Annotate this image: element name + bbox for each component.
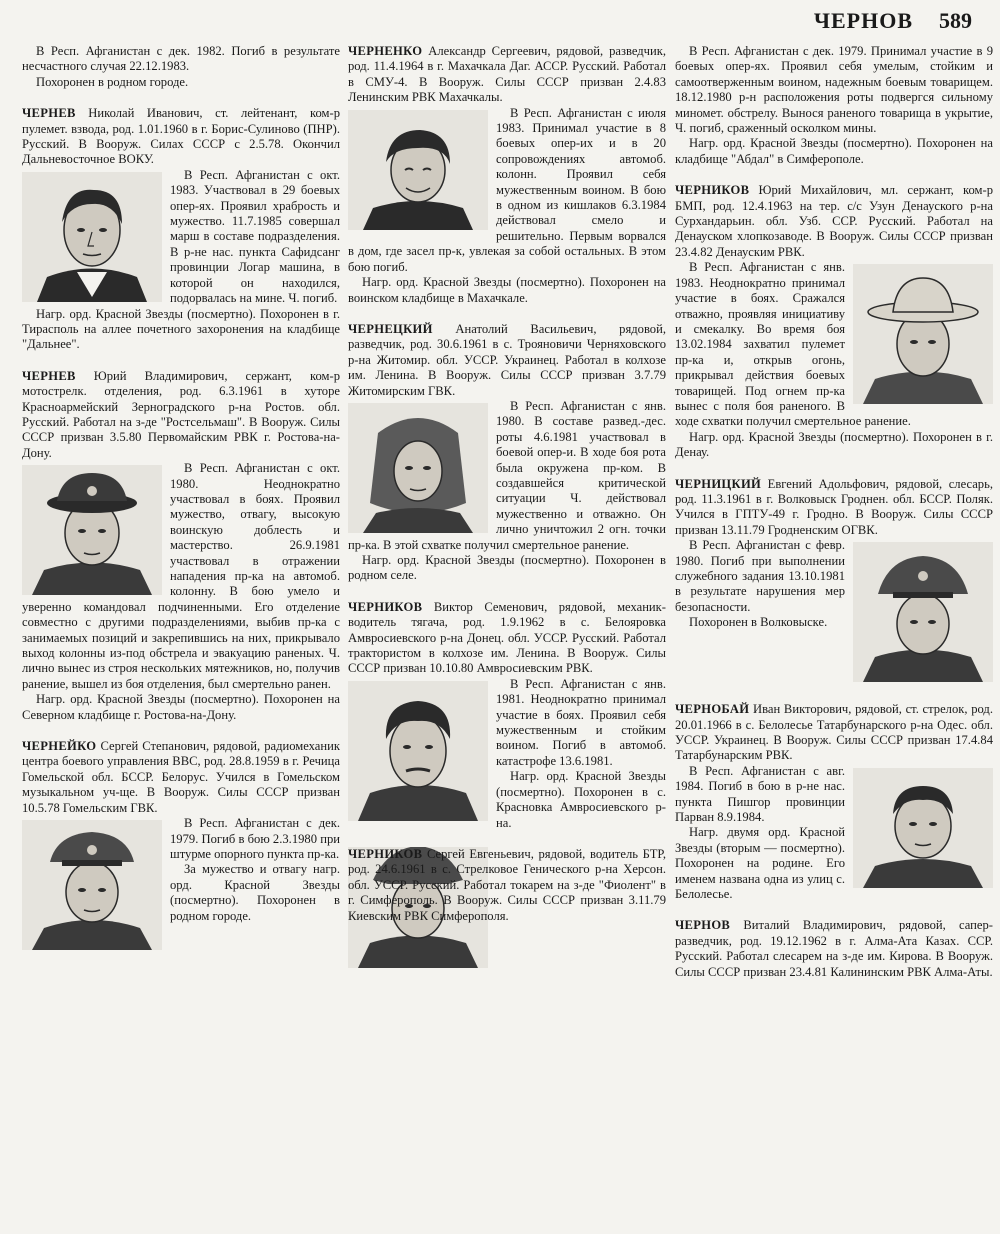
entry-paragraph: Нагр. орд. Красной Звезды (посмертно). Похоронен в с. Красновка Амвросиевского р-на. [496, 769, 666, 830]
entry-heading [22, 739, 340, 816]
entry-bio: Виталий Владимирович, рядовой, сапер-разведчик, род. 19.12.1962 в г. Алма-Ата Казах. ССР. Русский. Работал слесарем на з-де им. Кирова. В Вооруж. Силы СССР призван 23.4.81 Калининским РВК Алма-Аты. [675, 918, 993, 979]
entry-paragraph: В Респ. Афганистан с дек. 1979. Погиб в бою 2.3.1980 при штурме опорного пункта пр-ка. [170, 816, 340, 861]
running-head-surname: ЧЕРНОВ [813, 8, 913, 33]
entry-surname: ЧЕРНОБАЙ [675, 702, 750, 717]
entry-paragraph: В Респ. Афганистан с окт. 1980. Неоднократно участвовал в боях. Проявил мужество, отвагу, высокую воинскую доблесть и мастерство. 26.9.1981 участвовал в отражении нападения пр-ка на автомоб. колонну. В бою умело и уверенно командовал подчиненными. Его отделение совместно с другими подразделениями, выбив пр-ка с занимаемых позиций и закрепившись на них, прикрывало выход колонны из-под обстрела и эвакуацию раненых. Ч. лично вынес из строя нескольких мятежников, но, получив ранение, вышел из боя отделения, был смертельно ранен. [22, 461, 340, 691]
entry-bio: Сергей Евгеньевич, рядовой, водитель БТР, род. 24.6.1961 в с. Стрелковое Генического р-на Херсон. обл. УССР. Русский. Работал токарем на з-де "Фиолент" в г. Симферополь. В Вооруж. Силы СССР призван 3.11.79 Киевским РВК Симферополя. [348, 846, 666, 923]
column-3 [675, 44, 993, 1226]
portrait-photo [853, 768, 993, 888]
entry-chernikov-sergei [348, 847, 666, 972]
portrait-drawing [853, 768, 993, 888]
entry-paragraph: Нагр. орд. Красной Звезды (посмертно). Похоронен на воинском кладбище в Махачкале. [348, 275, 666, 305]
entry-surname: ЧЕРНИКОВ [348, 599, 423, 614]
entry-continued [22, 44, 340, 90]
page-header [28, 8, 972, 38]
entry-surname: ЧЕРНЕВ [22, 368, 76, 383]
portrait-drawing [853, 542, 993, 682]
entry-surname: ЧЕРНИЦКИЙ [675, 476, 762, 491]
entry-paragraph: Нагр. орд. Красной Звезды (посмертно). Похоронен в родном селе. [348, 553, 666, 583]
entry-bio: Юрий Михайлович, мл. сержант, ком-р БМП, род. 12.4.1963 на тер. с/с Узун Денауского р-на Сурхандарьин. обл. Узб. ССР. Русский. Работал на Денауском хлопкозаводе. В Вооруж. Силы СССР призван 23.4.82 Денауским РВК. [675, 183, 993, 259]
entry-paragraph: В Респ. Афганистан с янв. 1983. Неоднократно принимал участие в боях. Сражался отважно, проявляя инициативу и смекалку. Во время боя 13.02.1984 захватил пулемет пр-ка и, открыв огонь, прикрывал действия боевых товарищей. Под огнем пр-ка вынес с поля боя раненого. В ходе схватки получил смертельное ранение. [675, 260, 911, 429]
portrait-photo [22, 465, 162, 595]
entry-paragraph: В Респ. Афганистан с дек. 1982. Погиб в результате несчастного случая 22.12.1983. [22, 44, 340, 74]
entry-heading [675, 702, 993, 764]
portrait-photo [853, 542, 993, 682]
entry-chernikov-yuri [675, 183, 993, 460]
entry-bio: Николай Иванович, ст. лейтенант, ком-р пулемет. взвода, род. 1.01.1960 в г. Борис-Сулиново (ПНР). Русский. В Вооруж. Силах СССР с 2.5.78. Окончил Дальневосточное ВОКУ. [22, 106, 340, 167]
entry-paragraph: Похоронен в родном городе. [36, 74, 189, 89]
entry-heading [675, 183, 993, 260]
portrait-drawing [348, 110, 488, 230]
entry-chernobai [675, 702, 993, 902]
entry-chernov-vitaly [675, 918, 993, 980]
entry-surname: ЧЕРНИКОВ [675, 183, 750, 198]
entry-surname: ЧЕРНЕЙКО [22, 739, 97, 754]
entry-paragraph: В Респ. Афганистан с февр. 1980. Погиб при выполнении служебного задания 13.10.1981 в результате нарушения мер безопасности. [675, 538, 845, 614]
portrait-drawing [348, 403, 488, 533]
entry-surname: ЧЕРНЕЦКИЙ [348, 321, 433, 336]
entry-paragraph: В Респ. Афганистан с янв. 1980. В составе развед.-дес. роты 4.6.1981 участвовал в боевой опер-и. В ходе боя рота была окружена пр-ком. В создавшейся критической ситуации Ч. действовал мужественно и отважно. Он лично уничтожил 2 огн. точки пр-ка. В этой схватке получил смертельное ранение. [348, 398, 666, 552]
portrait-drawing [348, 681, 488, 821]
entry-bio: Юрий Владимирович, сержант, ком-р мотострелк. отделения, род. 6.3.1961 в хуторе Красноармейский Зерноградского р-на Ростов. обл. Русский. Работал на з-де "Ростсельмаш". В Вооруж. Силы СССР призван 3.5.80 Первомайским РВК г. Ростова-на-Дону. [22, 368, 340, 460]
entry-paragraph: Нагр. орд. Красной Звезды (посмертно). Похоронен на кладбище "Абдал" в Симферополе. [675, 136, 993, 166]
entry-paragraph: В Респ. Афганистан с дек. 1979. Принимал участие в 9 боевых опер-ях. Проявил себя умелым, стойким и самоотверженным воином, надежным боевым товарищем. 18.12.1980 р-н расположения роты подвергся сильному миномет. обстрелу. Вынося раненого товарища в укрытие, Ч. погиб, сраженный осколком мины. [675, 44, 993, 136]
portrait-drawing [22, 820, 162, 950]
entry-paragraph: Нагр. орд. Красной Звезды (посмертно). Похоронен на Северном кладбище г. Ростова-на-Дону. [22, 692, 340, 722]
entry-bio: Сергей Степанович, рядовой, радиомеханик центра боевого управления ВВС, род. 28.8.1959 в г. Речица Гомельской обл. БССР. Белорус. Учился в Гомельском музыкальном уч-ще. В Вооруж. Силы СССР призван 10.5.78 Гомельским ГВК. [22, 739, 340, 815]
portrait-photo [348, 403, 488, 533]
entry-continued [675, 44, 993, 167]
entry-heading [348, 847, 666, 924]
entry-paragraph: Нагр. орд. Красной Звезды (посмертно). Похоронен в г. Денау. [675, 429, 993, 460]
entry-paragraph: Нагр. орд. Красной Звезды (посмертно). Похоронен в г. Тирасполь на аллее почетного захоронения на кладбище "Дальнее". [22, 306, 340, 352]
portrait-photo [22, 820, 162, 950]
entry-surname: ЧЕРНЕНКО [348, 44, 423, 58]
entry-paragraph: В Респ. Афганистан с июля 1983. Принимал участие в 8 боевых опер-их и в 20 сопровождениях автомоб. колонн. Проявил себя мужественным воином. В бою в одном из кишлаков 6.3.1984 действовал смело и решительно. Первым ворвался в дом, где засел пр-к, увлекая за собой остальных. В этом бою погиб. [348, 105, 666, 274]
page-number: 589 [939, 8, 972, 33]
entry-heading [22, 106, 340, 168]
entry-bio: Александр Сергеевич, рядовой, разведчик, род. 11.4.1964 в г. Махачкала Даг. АССР. Русский. Работал в СМУ-4. В Вооруж. Силы СССР призван 2.4.83 Ленинским РВК Махачкалы. [348, 44, 666, 105]
entry-paragraph: За мужество и отвагу нагр. орд. Красной Звезды (посмертно). Похоронен в родном городе. [170, 862, 340, 923]
entry-surname: ЧЕРНОВ [675, 918, 731, 933]
entry-chernikov-viktor [348, 600, 666, 831]
entry-paragraph: В Респ. Афганистан с авг. 1984. Погиб в бою в р-не нас. пункта Пишгор провинции Парван 8.9.1984. [675, 763, 845, 825]
entry-cherneiko [22, 739, 340, 954]
portrait-photo [22, 172, 162, 302]
entry-heading [348, 44, 666, 106]
entry-chernev-nikolai [22, 106, 340, 353]
entry-heading [675, 918, 993, 980]
entry-surname: ЧЕРНЕВ [22, 106, 76, 121]
entry-paragraph: В Респ. Афганистан с окт. 1983. Участвовал в 29 боевых опер-ях. Проявил храбрость и мужество. 11.7.1985 совершал марш в составе подразделения. В р-не нас. пункта Сафидсанг провинции Логар машина, в которой он находился, подорвалась на мине. Ч. погиб. [170, 167, 340, 306]
entry-chernetsky [348, 322, 666, 584]
portrait-drawing [22, 172, 162, 302]
entry-heading [22, 369, 340, 461]
portrait-drawing [22, 465, 162, 595]
entry-heading [348, 322, 666, 399]
entry-paragraph: Похоронен в Волковыске. [689, 615, 828, 630]
portrait-drawing [853, 264, 993, 404]
portrait-photo [348, 110, 488, 230]
entry-bio: Виктор Семенович, рядовой, механик-водитель тягача, род. 1.9.1962 в с. Белояровка Амвросиевского р-на Донец. обл. УССР. Русский. Работал трактористом в колхозе им. Ленина. В Вооруж. Силы СССР призван 10.10.80 Амвросиевским РВК. [348, 599, 666, 676]
entry-surname: ЧЕРНИКОВ [348, 846, 423, 861]
entry-bio: Евгений Адольфович, рядовой, слесарь, род. 11.3.1961 в г. Волковыск Гроднен. обл. БССР. Поляк. Учился в ГПТУ-49 г. Гродно. В Вооруж. Силы СССР призван 13.11.79 Гродненским ОГВК. [675, 476, 993, 537]
entry-chernenko [348, 44, 666, 306]
portrait-photo [348, 681, 488, 821]
column-2 [348, 44, 666, 1226]
entry-paragraph: Нагр. двумя орд. Красной Звезды (вторым — посмертно). Похоронен на родине. Его именем названа одна из улиц с. Белолесье. [675, 825, 845, 902]
entry-bio: Анатолий Васильевич, рядовой, разведчик, род. 30.6.1961 в с. Трояновичи Черняховского р-на Житомир. обл. УССР. Украинец. Работал в колхозе им. Ленина. В Вооруж. Силы СССР призван 3.7.79 Житомирским ГВК. [348, 321, 666, 398]
portrait-photo [853, 264, 993, 404]
entry-paragraph: В Респ. Афганистан с янв. 1981. Неоднократно принимал участие в боях. Проявил себя мужественным и стойким воином. Погиб в автомоб. катастрофе 13.6.1981. [496, 676, 666, 768]
entry-chernitsky [675, 477, 993, 687]
entry-chernev-yuri [22, 369, 340, 723]
column-1 [22, 44, 340, 1226]
entry-bio: Иван Викторович, рядовой, ст. стрелок, род. 20.01.1966 в с. Белолесье Татарбунарского р-на Одес. обл. УССР. Украинец. В Вооруж. Силы СССР призван 17.4.84 Татарбунарским РВК. [675, 702, 993, 763]
entry-heading [675, 477, 993, 539]
entry-heading [348, 600, 666, 677]
